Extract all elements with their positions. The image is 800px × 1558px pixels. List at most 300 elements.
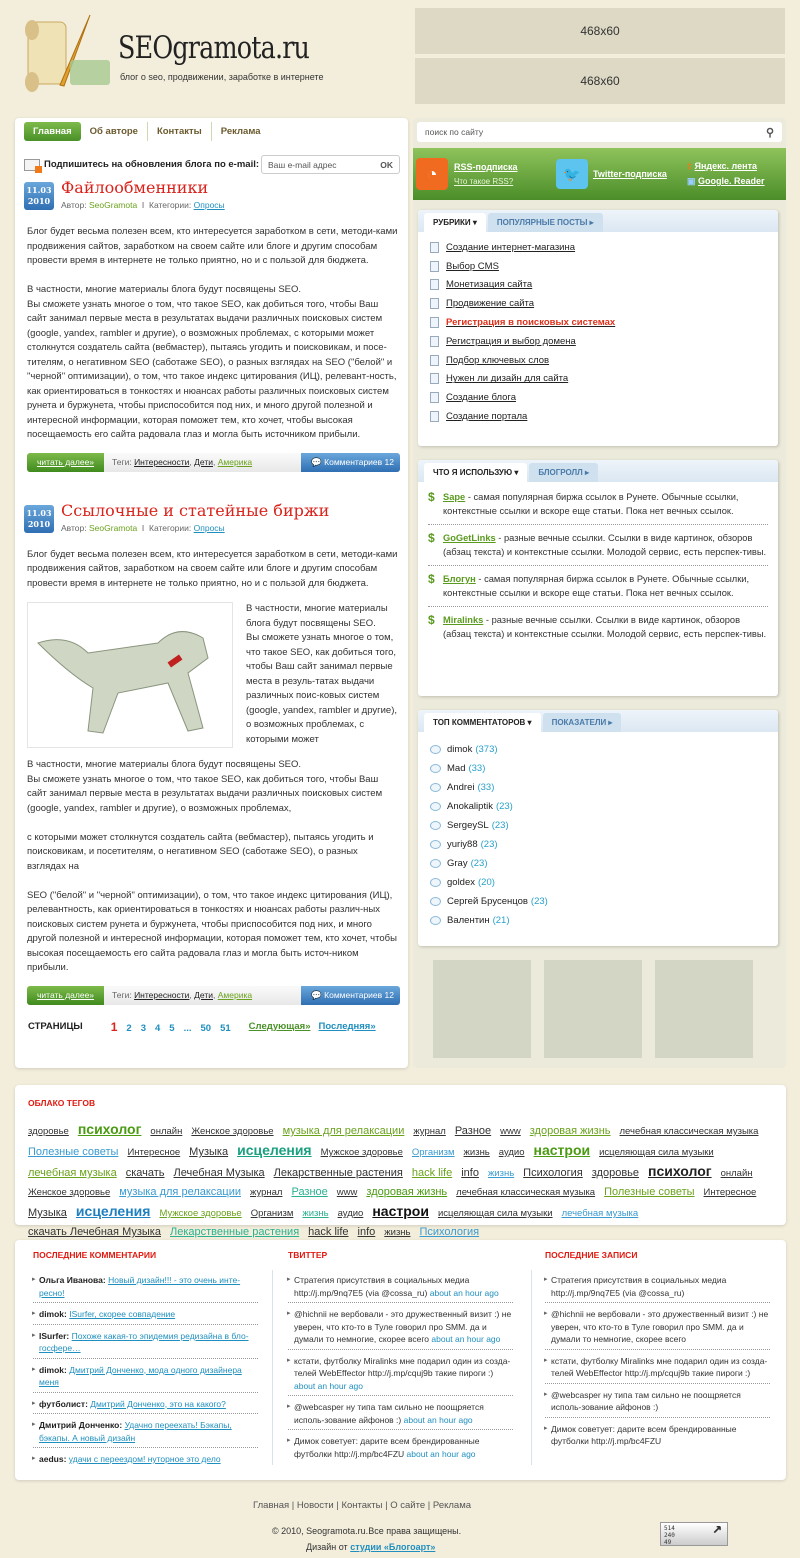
separator: | bbox=[333, 1500, 342, 1511]
date-year: 2010 bbox=[27, 196, 51, 206]
tab-top-commenters[interactable]: ТОП КОММЕНТАТОРОВ ▾ bbox=[424, 713, 541, 732]
commenter-count: (23) bbox=[491, 820, 509, 831]
tweet bbox=[288, 1353, 513, 1397]
tweet bbox=[288, 1306, 513, 1350]
commenter-item[interactable] bbox=[418, 778, 778, 797]
banner-ad[interactable]: 468x60 bbox=[415, 8, 785, 54]
tag-link[interactable]: настрои bbox=[533, 1142, 591, 1158]
rubric-label: Монетизация сайта bbox=[446, 279, 533, 291]
tweet-text: Димок советует: дарите всем брендированные футболки http://j.mp/bc4FZU bbox=[294, 1436, 480, 1459]
speech-bubble-icon bbox=[430, 916, 441, 925]
tag-link[interactable]: музыка для релаксации bbox=[282, 1125, 405, 1137]
commenter-count: (23) bbox=[495, 801, 513, 812]
rubric-label: Создание портала bbox=[446, 411, 528, 423]
yandex-feed-link[interactable]: Яндекс. лента bbox=[694, 161, 757, 171]
recent-post-text: кстати, футболку Miralinks мне подарил один из созда-телей WebEffector http://j.mp/cquj9b такие пироги :) bbox=[551, 1355, 768, 1378]
design-studio-link[interactable]: студии «Блогоарт» bbox=[350, 1542, 436, 1552]
site-subtitle: блог о seo, продвижении, заработке в интернете bbox=[120, 72, 324, 82]
footer-nav-link[interactable]: Контакты bbox=[341, 1500, 383, 1511]
arrow-icon: ↗ bbox=[712, 1518, 722, 1537]
tag-link[interactable]: Дети bbox=[194, 457, 213, 467]
nav-home[interactable]: Главная bbox=[24, 122, 81, 141]
date-day: 11.03 bbox=[26, 507, 52, 518]
post-title[interactable]: Ссылочные и статейные биржи bbox=[61, 500, 330, 520]
commenter-count: (23) bbox=[480, 839, 498, 850]
tag-link[interactable]: Музыка bbox=[189, 1146, 229, 1158]
page-icon bbox=[430, 298, 439, 309]
tab-rubrics[interactable]: РУБРИКИ ▾ bbox=[424, 213, 486, 232]
tag-link[interactable]: info bbox=[357, 1226, 376, 1238]
nav-contacts[interactable]: Контакты bbox=[148, 122, 212, 141]
tag-link[interactable]: Полезные советы bbox=[604, 1186, 695, 1198]
tag-link[interactable]: исцеляющая сила музыки bbox=[599, 1147, 714, 1158]
commenter-name: goldex bbox=[447, 877, 475, 888]
page-icon bbox=[430, 279, 439, 290]
category-label: Категории: bbox=[149, 522, 192, 533]
tag-link[interactable]: скачать bbox=[125, 1167, 165, 1179]
page-link[interactable]: 1 bbox=[110, 1019, 118, 1034]
post-meta: Автор: SeoGramota I Категории: Опросы bbox=[61, 522, 225, 533]
commenter-count: (20) bbox=[478, 877, 495, 888]
tag-link[interactable]: психолог bbox=[648, 1163, 712, 1179]
tag-link[interactable]: здоровая жизнь bbox=[529, 1125, 611, 1137]
read-more-link[interactable]: читать далее» bbox=[27, 453, 104, 472]
recent-comment bbox=[33, 1328, 258, 1359]
tag-link[interactable]: Лекарственные растения bbox=[169, 1226, 300, 1238]
comment-link[interactable]: Дмитрий Донченко, мода одного дизайнера меня bbox=[39, 1364, 242, 1387]
separator: | bbox=[425, 1500, 433, 1511]
page-link[interactable]: 4 bbox=[155, 1022, 161, 1034]
recent-post-text: Димок советует: дарите всем брендированные футболки http://j.mp/bc4FZU bbox=[551, 1423, 737, 1446]
tag-link[interactable]: онлайн bbox=[150, 1126, 183, 1137]
tweet-time-link[interactable]: about an hour ago bbox=[294, 1380, 364, 1391]
tag-link[interactable]: www bbox=[500, 1126, 521, 1137]
mail-rss-icon bbox=[24, 159, 40, 171]
rubric-item[interactable] bbox=[418, 388, 778, 407]
recent-posts-title: ПОСЛЕДНИЕ ЗАПИСИ bbox=[545, 1250, 638, 1260]
footer-nav-link[interactable]: Новости bbox=[296, 1500, 334, 1511]
next-page-link[interactable]: Следующая» bbox=[248, 1021, 311, 1032]
post-date bbox=[24, 182, 54, 210]
recent-comment bbox=[33, 1396, 258, 1415]
tag-link[interactable]: Дети bbox=[194, 990, 213, 1000]
tags-label: Теги: bbox=[112, 990, 132, 1000]
tag-cloud bbox=[28, 1120, 778, 1242]
tag-link[interactable]: hack life bbox=[411, 1167, 453, 1179]
comment-author: ISurfer: bbox=[39, 1330, 70, 1341]
page-icon bbox=[430, 336, 439, 347]
rubrics-widget bbox=[418, 210, 778, 446]
post-title[interactable]: Файлообменники bbox=[61, 178, 209, 197]
tag-link[interactable]: Лечебная Музыка bbox=[173, 1167, 265, 1179]
tweet bbox=[288, 1399, 513, 1430]
tag-link[interactable]: здоровая жизнь bbox=[366, 1186, 448, 1198]
commenter-item[interactable] bbox=[418, 873, 778, 892]
commenter-name: Andrei bbox=[447, 782, 475, 793]
commenter-name: yuriy88 bbox=[447, 839, 478, 850]
twitter-bird-icon[interactable]: 🐦 bbox=[556, 159, 588, 189]
rubric-label: Создание блога bbox=[446, 392, 516, 404]
commenter-item[interactable] bbox=[418, 911, 778, 930]
page-icon bbox=[430, 411, 439, 422]
comment-link[interactable]: Новый дизайн!!! - это очень инте-ресно! bbox=[39, 1275, 241, 1298]
tag-link[interactable]: аудио bbox=[337, 1208, 364, 1219]
author-label: Автор: bbox=[61, 200, 87, 210]
commenter-count: (33) bbox=[468, 763, 486, 774]
tool-item bbox=[428, 566, 768, 607]
tab-stats[interactable]: ПОКАЗАТЕЛИ ▸ bbox=[543, 713, 622, 732]
rubric-item[interactable] bbox=[418, 294, 778, 313]
commenter-item[interactable] bbox=[418, 797, 778, 816]
posts-list bbox=[24, 178, 402, 1034]
last-page-link[interactable]: Последняя» bbox=[318, 1021, 376, 1032]
rubric-item[interactable] bbox=[418, 257, 778, 276]
speech-bubble-icon bbox=[430, 745, 441, 754]
commenter-count: (21) bbox=[492, 915, 510, 926]
post-text: В частности, многие материалы блога будут посвящены SEO. Вы сможете узнать многое о том, что такое SEO, как добиться того, чтобы Ваш сайт занимал первые места в результатах выдачи различных поисковых систем (google, yandex, rambler и другие), о возможных проблемах, с которыми может столкнутся создатель сайта (вебмастер), пытаясь угодить и поисковикам, и посетителям, о негативном SEO (саботаже SEO), о разных взглядах на SEO ("белой" и "черной" оптимизации), о том, что такое индекс цитирования (ИЦ), релевантность, как ориентироваться в тонкостях и нюансах работы различ-ных поисковых систем рунета и буржунета, чтобы приспособится под них, и много другой полезной и интересной информации, которая поможет тем, кто хочет, чтобы высокая посещаемость его сайта радовала глаз и могла быть источ-ником прибыли. bbox=[27, 759, 397, 973]
page-link[interactable]: 51 bbox=[220, 1022, 231, 1034]
twitter-feed bbox=[288, 1250, 518, 1466]
banner-ad[interactable]: 468x60 bbox=[415, 58, 785, 104]
main-nav bbox=[24, 122, 270, 141]
read-more-link[interactable]: читать далее» bbox=[27, 986, 104, 1005]
post-tags: Теги: Интересности, Дети, Америка bbox=[112, 457, 253, 467]
tag-link[interactable]: Психология bbox=[523, 1167, 583, 1179]
tweet-text: @webcasper ну типа там сильно не поощряется исполь-зование айфонов :) bbox=[294, 1402, 484, 1425]
dollar-icon: $ bbox=[428, 490, 435, 504]
email-subscribe bbox=[24, 155, 400, 174]
dollar-icon: $ bbox=[428, 613, 435, 627]
recent-comment bbox=[33, 1272, 258, 1303]
post-tags: Теги: Интересности, Дети, Америка bbox=[112, 990, 253, 1000]
rss-link[interactable]: RSS-подписка bbox=[454, 162, 518, 172]
rubric-label: Продвижение сайта bbox=[446, 298, 535, 310]
recent-comments bbox=[33, 1250, 263, 1472]
recent-post[interactable] bbox=[545, 1272, 770, 1303]
recent-post[interactable] bbox=[545, 1421, 770, 1451]
subscribe-label: Подпишитесь на обновления блога по e-mail: bbox=[44, 159, 260, 170]
tag-link[interactable]: Женское здоровье bbox=[191, 1126, 274, 1137]
commenter-name: Gray bbox=[447, 858, 468, 869]
tag-link[interactable]: Женское здоровье bbox=[28, 1187, 111, 1198]
rubric-item[interactable] bbox=[418, 370, 778, 389]
comments-count: Комментариев 12 bbox=[324, 456, 394, 467]
tag-link[interactable]: лечебная музыка bbox=[561, 1208, 639, 1219]
tool-link[interactable]: Блогун bbox=[443, 574, 476, 584]
recent-post[interactable] bbox=[545, 1387, 770, 1418]
recent-post-text: Стратегия присутствия в социальных медиа http://j.mp/9nq7E5 (via @cossa_ru) bbox=[551, 1275, 727, 1298]
separator: | bbox=[382, 1500, 391, 1511]
recent-comment bbox=[33, 1306, 258, 1325]
tab-blogroll[interactable]: БЛОГРОЛЛ ▸ bbox=[529, 463, 598, 482]
comment-link[interactable]: Удачно переехать! Бэкапы, бэкапы. А новый дизайн bbox=[39, 1420, 232, 1443]
category-link[interactable]: Опросы bbox=[193, 200, 225, 210]
tag-link[interactable]: скачать Лечебная Музыка bbox=[28, 1226, 161, 1238]
page-icon bbox=[430, 355, 439, 366]
rubric-item[interactable] bbox=[418, 407, 778, 426]
google-reader-link[interactable]: Google. Reader bbox=[698, 176, 765, 186]
tag-link[interactable]: психолог bbox=[77, 1121, 142, 1137]
tab-popular-posts[interactable]: ПОПУЛЯРНЫЕ ПОСТЫ ▸ bbox=[488, 213, 603, 232]
tag-link[interactable]: журнал bbox=[250, 1187, 283, 1198]
post-text: Блог будет весьма полезен всем, кто интересуется заработком в сети, методи-ками продвижения сайтов, заработком на своем сайте или блоге и другим способам провести время в интернете не только приятно, но и с пользой для бюджета. В частности, многие материалы блога будут посвящены SEO. Вы сможете узнать многое о том, что такое SEO, как добиться того, чтобы Ваш сайт занимал первые места в результатах выдачи различных поисковых систем (google, yandex, rambler и другие), о возможных проблемах, с которыми может столкнутся создатель сайта (вебмастер), пытаясь угодить и поисковикам, и посе-тителям, о негативном SEO (саботаже SEO), о разных взглядах на SEO ("белой" и "черной" оптимизации), о том, что такое индекс цитирования (ИЦ), релевант-ность, как ориентироваться в тонкостях и нюансах работы различных поисковых систем рунета и буржунета, чтобы приспособится под них, и много другой полезной и интересной информации, которая поможет тем, кто хочет, чтобы высокая посещаемость его сайта радовала глаз и могла быть источником прибыли. bbox=[27, 226, 398, 440]
tag-link[interactable]: жизнь bbox=[384, 1227, 411, 1238]
tag-link[interactable]: Интересности bbox=[134, 990, 190, 1000]
comments-link[interactable]: 💬 Комментариев 12 bbox=[301, 453, 400, 472]
page-link[interactable]: 5 bbox=[169, 1022, 175, 1034]
footer-nav-link[interactable]: О сайте bbox=[390, 1500, 426, 1511]
tag-link[interactable]: музыка для релаксации bbox=[119, 1186, 241, 1198]
commenter-item[interactable] bbox=[418, 740, 778, 759]
tag-link[interactable]: жизнь bbox=[463, 1147, 490, 1158]
tweet-text: Стратегия присутствия в социальных медиа http://j.mp/9nq7E5 (via @cossa_ru) bbox=[294, 1275, 470, 1298]
post-image-money-dog bbox=[27, 602, 233, 748]
commenter-item[interactable] bbox=[418, 759, 778, 778]
design-label: Дизайн от bbox=[306, 1542, 351, 1552]
tag-link[interactable]: Разное bbox=[291, 1186, 328, 1198]
tools-widget bbox=[418, 460, 778, 696]
author-label: Автор: bbox=[61, 522, 87, 533]
tag-link[interactable]: Америка bbox=[217, 457, 253, 467]
divider bbox=[272, 1270, 273, 1465]
ad-slot[interactable] bbox=[655, 960, 753, 1058]
commenter-name: Mad bbox=[447, 763, 466, 774]
commenter-count: (33) bbox=[477, 782, 495, 793]
liveinternet-counter[interactable] bbox=[660, 1518, 728, 1546]
google-reader-icon: ▣ bbox=[687, 176, 696, 186]
author-link[interactable]: SeoGramota bbox=[89, 200, 138, 210]
tab-what-i-use[interactable]: ЧТО Я ИСПОЛЬЗУЮ ▾ bbox=[424, 463, 527, 482]
tag-link[interactable]: Полезные советы bbox=[28, 1146, 119, 1158]
commenter-item[interactable] bbox=[418, 854, 778, 873]
page-icon bbox=[430, 392, 439, 403]
tag-link[interactable]: Лекарственные растения bbox=[273, 1167, 403, 1179]
tweet-time-link[interactable]: about an hour ago bbox=[406, 1448, 476, 1459]
tool-item bbox=[428, 607, 768, 647]
post-meta: Автор: SeoGramota I Категории: Опросы bbox=[61, 200, 225, 210]
pagination-label: СТРАНИЦЫ bbox=[28, 1021, 83, 1032]
speech-bubble-icon bbox=[430, 840, 441, 849]
tag-link[interactable]: настрои bbox=[372, 1203, 429, 1219]
tweet bbox=[288, 1272, 513, 1303]
page-icon bbox=[430, 317, 439, 328]
speech-bubble-icon bbox=[430, 878, 441, 887]
tool-description: - самая популярная биржа ссылок в Рунете. Обычные ссылки, контекстные ссылки и вскоре еще статьи. Пока нет вечных ссылок. bbox=[443, 574, 750, 598]
post-footer-bar bbox=[27, 986, 400, 1005]
rubric-label: Регистрация в поисковых системах bbox=[446, 317, 616, 329]
post-date bbox=[24, 505, 54, 533]
recent-post-text: @hichnii не вербовали - это дружественный визит :) не уверен, что кто-то в Туле говорил про SMM. да и думали то немногие, скорее всего bbox=[551, 1309, 769, 1344]
post-text-beside-image: В частности, многие материалы блога будут посвящены SEO. Вы сможете узнать многое о том, что такое SEO, как добиться того, чтобы Ваш сайт занимал первые места в резуль-татах выдачи различных поис-ковых систем (google, yandex, rambler и другие), о возможных проблемах, с которыми может bbox=[246, 603, 397, 745]
comment-link[interactable]: Дмитрий Донченко, это на какого? bbox=[90, 1398, 226, 1409]
comments-count: Комментариев 12 bbox=[324, 989, 394, 1000]
page-icon bbox=[430, 373, 439, 384]
post-image-block bbox=[27, 602, 399, 758]
tag-link[interactable]: лечебная классическая музыка bbox=[456, 1187, 596, 1198]
page-icon bbox=[430, 242, 439, 253]
tag-link[interactable]: Музыка bbox=[28, 1207, 67, 1219]
tag-link[interactable]: журнал bbox=[413, 1126, 446, 1137]
tool-link[interactable]: Sape bbox=[443, 492, 466, 502]
commenter-name: dimok bbox=[447, 744, 473, 755]
tag-link[interactable]: жизнь bbox=[302, 1208, 329, 1219]
category-label: Категории: bbox=[149, 200, 192, 210]
commenter-name: Anokaliptik bbox=[447, 801, 493, 812]
tweet-text: @hichnii не вербовали - это дружественный визит :) не уверен, что кто-то в Туле говорил про SMM. да и думали то немногие, скорее всего bbox=[294, 1309, 512, 1344]
tag-link[interactable]: жизнь bbox=[487, 1168, 515, 1179]
separator: | bbox=[289, 1500, 297, 1511]
site-title[interactable]: SEOgramota.ru bbox=[118, 30, 310, 66]
search-icon[interactable]: ⚲ bbox=[765, 126, 774, 139]
tag-link[interactable]: здоровье bbox=[28, 1126, 69, 1137]
tag-link[interactable]: www bbox=[336, 1187, 358, 1198]
recent-posts bbox=[545, 1250, 775, 1454]
recent-comments-title: ПОСЛЕДНИЕ КОММЕНТАРИИ bbox=[33, 1250, 157, 1260]
rubric-item[interactable] bbox=[418, 313, 778, 332]
tag-cloud-title: ОБЛАКО ТЕГОВ bbox=[28, 1098, 96, 1108]
tweet-text: кстати, футболку Miralinks мне подарил один из созда-телей WebEffector http://j.mp/cquj9b такие пироги :) bbox=[294, 1355, 511, 1378]
rubric-item[interactable] bbox=[418, 238, 778, 257]
commenter-name: Сергей Брусенцов bbox=[447, 896, 528, 907]
counter-value: 49 bbox=[664, 1539, 672, 1546]
speech-bubble-icon bbox=[430, 764, 441, 773]
recent-post-text: @webcasper ну типа там сильно не поощряется исполь-зование айфонов :) bbox=[551, 1389, 741, 1412]
page-link[interactable]: 2 bbox=[126, 1022, 132, 1034]
tag-link[interactable]: Интересное bbox=[127, 1147, 181, 1158]
search-input[interactable] bbox=[417, 122, 782, 142]
subscribe-ok-button[interactable]: OK bbox=[380, 159, 393, 170]
tag-link[interactable]: лечебная музыка bbox=[28, 1167, 117, 1179]
date-day: 11.03 bbox=[26, 185, 52, 195]
tag-link[interactable]: аудио bbox=[498, 1147, 525, 1158]
nav-ads[interactable]: Реклама bbox=[220, 126, 261, 137]
commenter-count: (373) bbox=[475, 744, 498, 755]
commenter-item[interactable] bbox=[418, 892, 778, 911]
recent-comment bbox=[33, 1362, 258, 1393]
tool-link[interactable]: Miralinks bbox=[443, 615, 484, 625]
comment-author: Дмитрий Донченко: bbox=[39, 1420, 123, 1430]
tag-link[interactable]: онлайн bbox=[720, 1168, 753, 1179]
footer-nav-link[interactable]: Главная bbox=[253, 1500, 290, 1511]
divider bbox=[531, 1270, 532, 1465]
post-footer-bar bbox=[27, 453, 400, 472]
email-input[interactable] bbox=[261, 155, 400, 174]
twitter-title: ТВИТТЕР bbox=[288, 1250, 328, 1260]
comment-author: футболист: bbox=[39, 1398, 88, 1409]
pagination-ellipsis: ... bbox=[183, 1022, 192, 1034]
pagination bbox=[28, 1020, 402, 1034]
tweet-time-link[interactable]: about an hour ago bbox=[431, 1334, 501, 1344]
commenter-count: (23) bbox=[530, 896, 548, 907]
tag-link[interactable]: Мужское здоровье bbox=[320, 1147, 403, 1158]
tag-link[interactable]: лечебная классическая музыка bbox=[619, 1126, 759, 1137]
commenter-count: (23) bbox=[470, 858, 488, 869]
twitter-link[interactable]: Twitter-подписка bbox=[593, 169, 667, 179]
search-placeholder: поиск по сайту bbox=[425, 127, 484, 137]
counter-value: 240 bbox=[664, 1532, 675, 1539]
copyright: © 2010, Seogramota.ru.Все права защищены. bbox=[272, 1526, 462, 1536]
speech-bubble-icon bbox=[430, 783, 441, 792]
tweet-time-link[interactable]: about an hour ago bbox=[403, 1414, 473, 1425]
rubric-label: Нужен ли дизайн для сайта bbox=[446, 373, 569, 385]
author-link[interactable]: SeoGramota bbox=[89, 522, 138, 533]
tag-link[interactable]: info bbox=[461, 1167, 479, 1179]
commenter-item[interactable] bbox=[418, 816, 778, 835]
email-placeholder: Ваш e-mail адрес bbox=[268, 159, 337, 170]
tweet bbox=[288, 1433, 513, 1463]
tag-link[interactable]: Интересности bbox=[134, 457, 190, 467]
rubric-item[interactable] bbox=[418, 351, 778, 370]
tag-link[interactable]: Мужское здоровье bbox=[159, 1208, 242, 1219]
comment-author: Ольга Иванова: bbox=[39, 1275, 106, 1285]
tool-description: - разные вечные ссылки. Ссылки в виде картинок, обзоров (абзац текста) и контекстные ссылки. Молодой сервис, есть перспек-тивы. bbox=[443, 533, 767, 557]
tool-link[interactable]: GoGetLinks bbox=[443, 533, 496, 543]
category-link[interactable]: Опросы bbox=[193, 522, 225, 533]
tag-link[interactable]: Организм bbox=[250, 1208, 294, 1219]
tag-link[interactable]: Интересное bbox=[703, 1187, 757, 1198]
comment-author: aedus: bbox=[39, 1454, 67, 1464]
recent-comment bbox=[33, 1451, 258, 1469]
rubric-item[interactable] bbox=[418, 276, 778, 295]
recent-post[interactable] bbox=[545, 1353, 770, 1384]
comment-link[interactable]: удачи с переездом! нуторное это дело bbox=[68, 1454, 221, 1464]
dollar-icon: $ bbox=[428, 531, 435, 545]
tag-link[interactable]: Психология bbox=[419, 1226, 480, 1238]
rubric-label: Выбор CMS bbox=[446, 260, 499, 272]
ad-slot[interactable] bbox=[433, 960, 531, 1058]
ad-slots bbox=[418, 960, 778, 1058]
rss-icon[interactable]: ◔ bbox=[416, 158, 448, 190]
dollar-icon: $ bbox=[428, 572, 435, 586]
ad-slot[interactable] bbox=[544, 960, 642, 1058]
rubric-label: Подбор ключевых слов bbox=[446, 354, 550, 366]
rubric-label: Создание интернет-магазина bbox=[446, 241, 576, 253]
comment-link[interactable]: Похоже какая-то эпидемия редизайна в бло-госфере… bbox=[39, 1330, 249, 1353]
speech-bubble-icon bbox=[430, 802, 441, 811]
page-link[interactable]: 50 bbox=[200, 1022, 212, 1034]
tag-link[interactable]: Разное bbox=[454, 1125, 492, 1137]
comment-link[interactable]: ISurfer, скорее совпадение bbox=[69, 1309, 176, 1319]
date-year: 2010 bbox=[27, 518, 51, 529]
speech-bubble-icon bbox=[430, 859, 441, 868]
footer-nav-link[interactable]: Реклама bbox=[432, 1500, 472, 1511]
page-link[interactable]: 3 bbox=[140, 1022, 146, 1034]
comments-link[interactable]: 💬 Комментариев 12 bbox=[301, 986, 400, 1005]
comment-author: dimok: bbox=[39, 1364, 67, 1375]
tool-description: - разные вечные ссылки. Ссылки в виде картинок, обзоров (абзац текста) и контекстные ссылки. Молодой сервис, есть перспек-тивы. bbox=[443, 615, 767, 639]
speech-bubble-icon bbox=[430, 897, 441, 906]
what-is-rss-link[interactable]: Что такое RSS? bbox=[454, 177, 514, 186]
tweet-time-link[interactable]: about an hour ago bbox=[429, 1287, 499, 1298]
rubric-item[interactable] bbox=[418, 332, 778, 351]
tag-link[interactable]: здоровье bbox=[591, 1167, 640, 1179]
nav-about[interactable]: Об авторе bbox=[81, 122, 148, 141]
recent-post[interactable] bbox=[545, 1306, 770, 1350]
recent-comment bbox=[33, 1417, 258, 1448]
logo-scroll-quill[interactable] bbox=[20, 10, 115, 100]
tag-link[interactable]: Америка bbox=[217, 990, 253, 1000]
tag-link[interactable]: hack life bbox=[308, 1226, 349, 1238]
tag-link[interactable]: исцеления bbox=[75, 1203, 151, 1219]
tag-link[interactable]: Организм bbox=[411, 1147, 455, 1158]
tag-link[interactable]: исцеляющая сила музыки bbox=[437, 1208, 553, 1219]
tool-item bbox=[428, 484, 768, 525]
commenter-item[interactable] bbox=[418, 835, 778, 854]
tag-link[interactable]: исцеления bbox=[237, 1142, 312, 1158]
rubric-label: Регистрация и выбор домена bbox=[446, 335, 576, 347]
sidebar-widgets bbox=[418, 210, 778, 1058]
comment-author: dimok: bbox=[39, 1309, 67, 1319]
